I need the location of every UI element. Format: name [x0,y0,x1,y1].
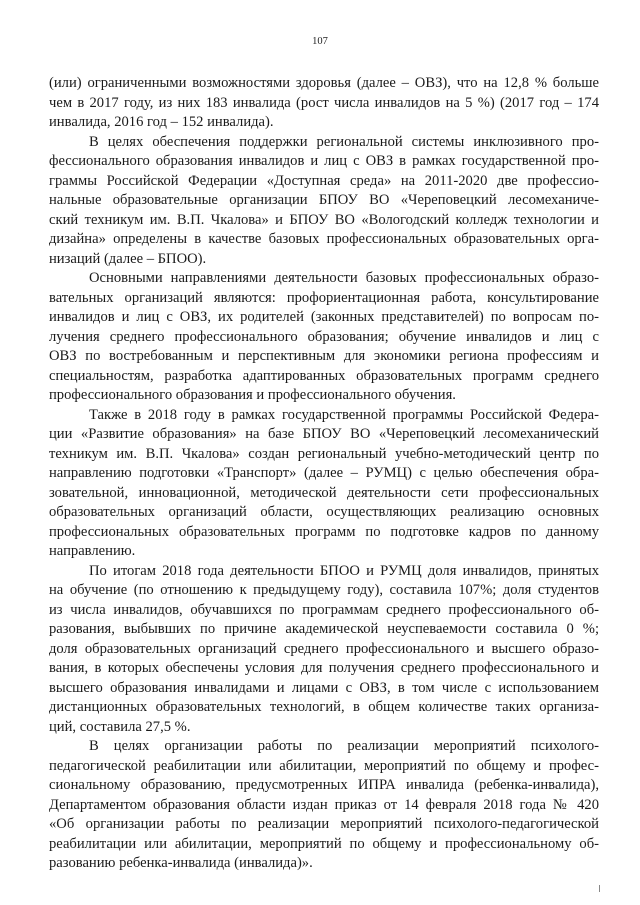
text-line: дизайна» определены в качестве базовых профессиональных образовательных орга- [49,231,599,247]
text-line: специальностям, разработка адаптированных образовательных программ среднего [49,367,599,384]
text-line: доля образовательных организаций среднего профессионального и высшего образо- [49,640,599,657]
text-line: профессионального образования и профессионального обучения. [49,387,456,403]
text-line: фессионального образования инвалидов и лиц с ОВЗ в рамках государственной про- [49,153,599,169]
text-line: чем в 2017 году, из них 183 инвалида (рост числа инвалидов на 5 %) (2017 год – 174 [49,94,599,111]
paragraph [49,406,599,562]
text-line: разованию ребенка-инвалида (инвалида)». [49,855,313,871]
text-line: техникум им. В.П. Чкалова» создан региональный учебно-методический центр по [49,445,599,462]
text-line: высшего образования инвалидами и лицами с ОВЗ, в том числе с использованием [49,679,599,696]
text-line: вания, в которых обеспечены условия для получения среднего профессионального и [49,660,599,676]
paragraph [49,737,599,874]
text-line: ОВЗ по востребованным и перспективным для экономики региона профессиям и [49,348,599,364]
text-line: из числа инвалидов, обучавшихся по программам среднего профессионального об- [49,601,599,618]
text-line: дистанционных образовательных технологий, в общем количестве таких организа- [49,699,599,715]
text-line: направлению. [49,543,136,559]
text-line: сиональному образованию, предусмотренных ИПРА инвалида (ребенка-инвалида), [49,777,599,793]
text-line: В целях организации работы по реализации мероприятий психолого- [89,738,599,754]
text-line: ский техникум им. В.П. Чкалова» и БПОУ ВО «Вологодский колледж технологии и [49,211,599,228]
text-line: направлению подготовки «Транспорт» (далее – РУМЦ) с целью обеспечения обра- [49,465,599,481]
text-line: ции «Развитие образования» на базе БПОУ ВО «Череповецкий лесомеханический [49,426,599,442]
text-line: инвалидов и лиц с ОВЗ, их родителей (законных представителей) по вопросам по- [49,309,599,325]
paragraph [49,133,599,270]
text-line: вательных организаций являются: профориентационная работа, консультирование [49,289,599,306]
text-line: инвалида, 2016 год – 152 инвалида). [49,114,274,130]
text-line: лучения среднего профессионального образования; обучение инвалидов и лиц с [49,328,599,345]
text-line: ций, составила 27,5 %. [49,718,191,735]
text-line: образовательных организаций области, осуществляющих реализацию основных [49,504,599,520]
text-line: педагогической реабилитации или абилитации, мероприятий по общему и профес- [49,757,599,774]
text-line: Основными направлениями деятельности базовых профессиональных образо- [89,270,599,286]
paragraph [49,74,599,133]
scan-mark [599,885,600,892]
document-body [49,74,599,874]
text-line: В целях обеспечения поддержки региональной системы инклюзивного про- [89,133,599,150]
text-line: граммы Российской Федерации «Доступная среда» на 2011-2020 две профессио- [49,172,599,189]
text-line: профессиональных образовательных программ по подготовке кадров по данному [49,523,599,540]
text-line: По итогам 2018 года деятельности БПОО и РУМЦ доля инвалидов, принятых [89,562,599,579]
text-line: нальные образовательные организации БПОУ ВО «Череповецкий лесомеханиче- [49,192,599,208]
paragraph [49,269,599,406]
text-line: Департаментом образования области издан приказ от 14 февраля 2018 года № 420 [49,796,599,813]
paragraph [49,562,599,738]
text-line: (или) ограниченными возможностями здоровья (далее – ОВЗ), что на 12,8 % больше [49,75,599,91]
text-line: разования, выбывших по причине академической неуспеваемости составила 0 %; [49,621,599,637]
text-line: «Об организации работы по реализации мероприятий психолого-педагогической [49,816,599,832]
text-line: зовательной, инновационной, методической деятельности сети профессиональных [49,484,599,501]
text-line: реабилитации или абилитации, мероприятий по общему и профессиональному об- [49,835,599,852]
text-line: Также в 2018 году в рамках государственной программы Российской Федера- [89,406,599,423]
text-line: низаций (далее – БПОО). [49,250,207,267]
text-line: на обучение (по отношению к предыдущему году), составила 107%; доля студентов [49,582,599,598]
page-number: 107 [312,36,328,47]
